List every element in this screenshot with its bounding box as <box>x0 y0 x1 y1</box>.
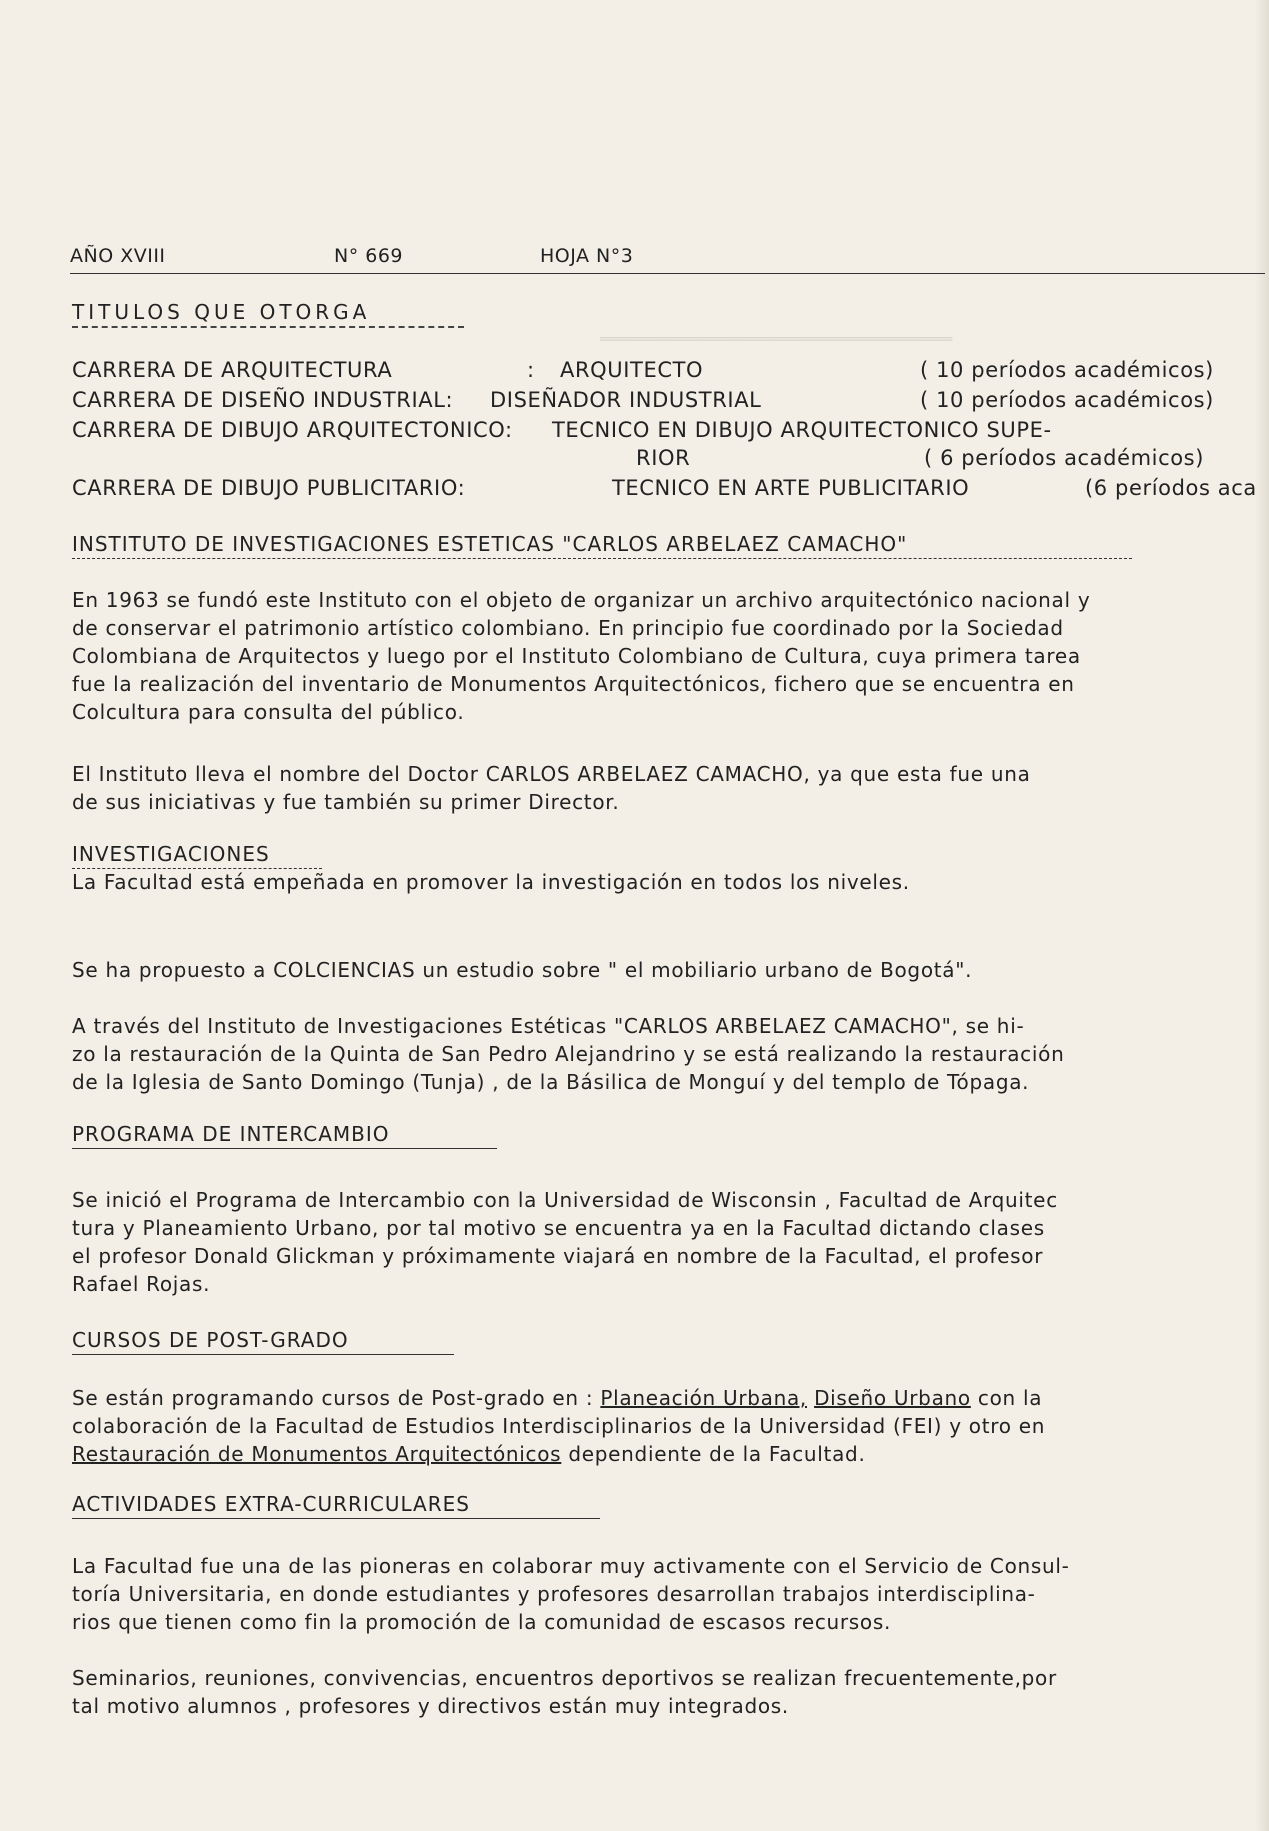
text-line: de sus iniciativas y fue también su primer Director. <box>72 790 620 814</box>
text-line: de conservar el patrimonio artístico colombiano. En principio fue coordinado por la Sociedad <box>72 616 1064 640</box>
titles-row-title: TECNICO EN ARTE PUBLICITARIO <box>612 476 970 500</box>
text-line: zo la restauración de la Quinta de San Pedro Alejandrino y se está realizando la restauración <box>72 1042 1065 1066</box>
text-line: Rafael Rojas. <box>72 1272 211 1296</box>
text-line: La Facultad está empeñada en promover la investigación en todos los niveles. <box>72 870 910 894</box>
postgrad-paragraph <box>72 1384 1267 1468</box>
titles-row-career: CARRERA DE ARQUITECTURA <box>72 358 393 382</box>
text-line <box>72 1384 1267 1412</box>
course-urban-design: Diseño Urbano <box>814 1386 971 1410</box>
course-urban-planning: Planeación Urbana, <box>600 1386 807 1410</box>
text-segment: con la <box>970 1386 1043 1410</box>
institute-paragraph-2 <box>72 760 1267 816</box>
titles-heading: TITULOS QUE OTORGA <box>72 300 464 328</box>
page-header <box>70 245 1265 274</box>
text-line: El Instituto lleva el nombre del Doctor CARLOS ARBELAEZ CAMACHO, ya que esta fue una <box>72 762 1031 786</box>
text-line: tura y Planeamiento Urbano, por tal motivo se encuentra ya en la Facultad dictando clases <box>72 1216 1045 1240</box>
course-monument-restoration: Restauración de Monumentos Arquitectónicos <box>72 1442 562 1466</box>
text-line: rios que tienen como fin la promoción de la comunidad de escasos recursos. <box>72 1610 892 1634</box>
text-line: Se ha propuesto a COLCIENCIAS un estudio sobre " el mobiliario urbano de Bogotá". <box>72 958 973 982</box>
research-paragraph-2 <box>72 956 1267 984</box>
text-segment: dependiente de la Facultad. <box>561 1442 866 1466</box>
extracurricular-paragraph-1 <box>72 1552 1267 1636</box>
text-line: colaboración de la Facultad de Estudios Interdisciplinarios de la Universidad (FEI) y otro en <box>72 1414 1046 1438</box>
titles-row-career: CARRERA DE DIBUJO PUBLICITARIO: <box>72 476 466 500</box>
text-line <box>72 1440 1267 1468</box>
titles-row-sep: : <box>527 358 535 382</box>
text-line: tal motivo alumnos , profesores y directivos están muy integrados. <box>72 1694 789 1718</box>
text-line: Se inició el Programa de Intercambio con la Universidad de Wisconsin , Facultad de Arquitec <box>72 1188 1058 1212</box>
exchange-paragraph <box>72 1186 1267 1298</box>
text-line: Colombiana de Arquitectos y luego por el Instituto Colombiano de Cultura, cuya primera tarea <box>72 644 1081 668</box>
show-through-text: ═══════════════════════════════════════ <box>600 330 953 348</box>
issue-number: N° 669 <box>334 245 404 267</box>
titles-row-duration: ( 6 períodos académicos) <box>924 446 1205 470</box>
titles-row-title: ARQUITECTO <box>560 358 704 382</box>
text-line: fue la realización del inventario de Monumentos Arquitectónicos, fichero que se encuentra en <box>72 672 1075 696</box>
year-label: AÑO XVIII <box>70 245 166 267</box>
titles-row-career: CARRERA DE DISEÑO INDUSTRIAL: <box>72 388 454 412</box>
titles-row-title: TECNICO EN DIBUJO ARQUITECTONICO SUPE- <box>552 418 1052 442</box>
text-line: toría Universitaria, en donde estudiantes y profesores desarrollan trabajos interdisciplina- <box>72 1582 1036 1606</box>
text-line: Colcultura para consulta del público. <box>72 700 465 724</box>
titles-row-title: DISEÑADOR INDUSTRIAL <box>490 388 762 412</box>
titles-row-duration: (6 períodos aca <box>1085 476 1257 500</box>
sheet-number: HOJA N°3 <box>540 245 634 267</box>
text-line: A través del Instituto de Investigaciones Estéticas "CARLOS ARBELAEZ CAMACHO", se hi- <box>72 1014 1025 1038</box>
research-paragraph-3 <box>72 1012 1267 1096</box>
titles-row-duration: ( 10 períodos académicos) <box>920 388 1214 412</box>
research-heading: INVESTIGACIONES <box>72 842 322 869</box>
postgrad-heading: CURSOS DE POST-GRADO <box>72 1328 454 1355</box>
titles-row-duration: ( 10 períodos académicos) <box>920 358 1214 382</box>
text-line: el profesor Donald Glickman y próximamente viajará en nombre de la Facultad, el profesor <box>72 1244 1044 1268</box>
text-line: de la Iglesia de Santo Domingo (Tunja) , de la Básilica de Monguí y del templo de Tópaga. <box>72 1070 1030 1094</box>
institute-heading: INSTITUTO DE INVESTIGACIONES ESTETICAS "CARLOS ARBELAEZ CAMACHO" <box>72 532 1132 559</box>
text-segment <box>807 1386 814 1410</box>
research-paragraph-1 <box>72 868 1267 896</box>
titles-row-title: RIOR <box>636 446 691 470</box>
titles-row-career: CARRERA DE DIBUJO ARQUITECTONICO: <box>72 418 513 442</box>
text-line: La Facultad fue una de las pioneras en colaborar muy activamente con el Servicio de Consul- <box>72 1554 1070 1578</box>
institute-paragraph-1 <box>72 586 1267 726</box>
extracurricular-paragraph-2 <box>72 1664 1267 1720</box>
extracurricular-heading: ACTIVIDADES EXTRA-CURRICULARES <box>72 1492 600 1519</box>
text-line: En 1963 se fundó este Instituto con el objeto de organizar un archivo arquitectónico nacional y <box>72 588 1091 612</box>
text-segment: Se están programando cursos de Post-grado en : <box>72 1386 601 1410</box>
exchange-heading: PROGRAMA DE INTERCAMBIO <box>72 1122 497 1149</box>
text-line: Seminarios, reuniones, convivencias, encuentros deportivos se realizan frecuentemente,por <box>72 1666 1057 1690</box>
